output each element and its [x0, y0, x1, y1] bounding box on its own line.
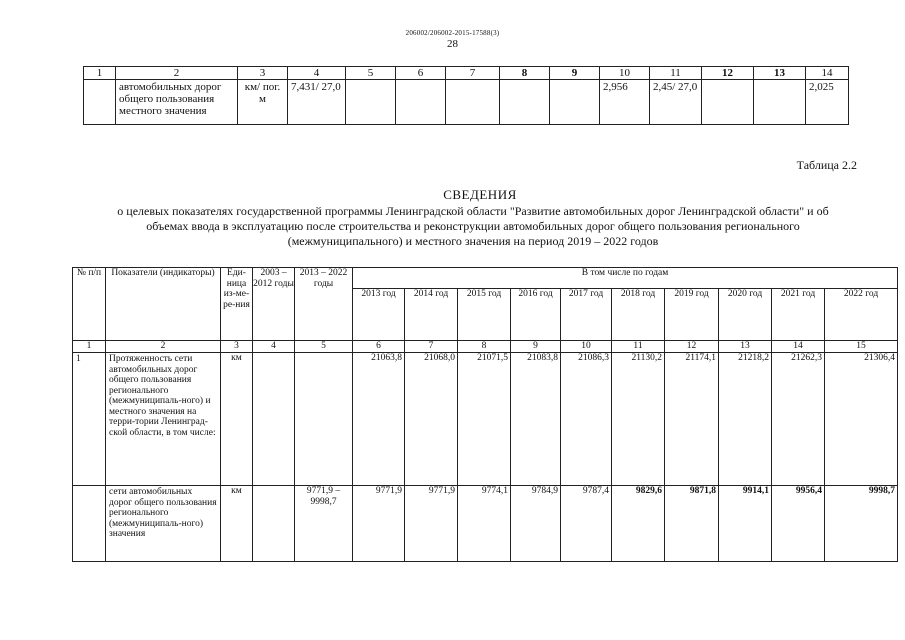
year-value: 9914,1: [719, 486, 772, 562]
col-number: 4: [288, 67, 346, 80]
header-row-1: [73, 268, 898, 289]
col-number: 12: [702, 67, 754, 80]
top-table-header-row: [84, 67, 849, 80]
cell-empty: [346, 80, 396, 125]
cell-empty: [396, 80, 446, 125]
unit-cell: км: [221, 486, 253, 562]
year-header: 2018 год: [612, 289, 665, 341]
cell-empty: [500, 80, 550, 125]
value-2013-2022: 9771,9 – 9998,7: [295, 486, 353, 562]
year-value: 21174,1: [665, 353, 719, 486]
table-row: [73, 486, 898, 562]
year-value: 21071,5: [458, 353, 511, 486]
document-heading: СВЕДЕНИЯ: [443, 187, 517, 202]
col-number: 9: [511, 341, 561, 353]
value-2013-2022: [295, 353, 353, 486]
year-value: 9774,1: [458, 486, 511, 562]
header-2003-2012: 2003 – 2012 годы: [253, 268, 295, 341]
indicator-name: сети автомобильных дорог общего пользования регионального (межмуниципаль-ного) значения: [106, 486, 221, 562]
year-value: 9871,8: [665, 486, 719, 562]
year-value: 9771,9: [353, 486, 405, 562]
year-header: 2021 год: [772, 289, 825, 341]
year-value: 9771,9: [405, 486, 458, 562]
header-no: № п/п: [73, 268, 106, 341]
col-number: 10: [600, 67, 650, 80]
cell-empty: [702, 80, 754, 125]
col-number: 8: [500, 67, 550, 80]
document-id: 206002/206002-2015-17588(3): [405, 29, 500, 37]
value-2003-2012: [253, 353, 295, 486]
top-table-continuation: [83, 66, 849, 125]
year-header: 2016 год: [511, 289, 561, 341]
col-number: 1: [73, 341, 106, 353]
year-value: 21130,2: [612, 353, 665, 486]
col-number: 7: [446, 67, 500, 80]
year-value: 21262,3: [772, 353, 825, 486]
col-number: 7: [405, 341, 458, 353]
row-number: 1: [73, 353, 106, 486]
col-number: 3: [221, 341, 253, 353]
year-value: 9956,4: [772, 486, 825, 562]
year-header: 2022 год: [825, 289, 898, 341]
table-label: Таблица 2.2: [796, 158, 857, 172]
col-number: 14: [772, 341, 825, 353]
year-value: 21083,8: [511, 353, 561, 486]
value-2003-2012: [253, 486, 295, 562]
col-number: 6: [396, 67, 446, 80]
year-value: 21086,3: [561, 353, 612, 486]
cell-empty: [754, 80, 806, 125]
year-header: 2017 год: [561, 289, 612, 341]
cell-empty: [446, 80, 500, 125]
col-number: 9: [550, 67, 600, 80]
header-indicator: Показатели (индикаторы): [106, 268, 221, 341]
value-cell: 2,025: [806, 80, 849, 125]
col-number: 2: [116, 67, 238, 80]
column-number-row: [73, 341, 898, 353]
col-number: 5: [346, 67, 396, 80]
col-number: 1: [84, 67, 116, 80]
col-number: 8: [458, 341, 511, 353]
col-number: 6: [353, 341, 405, 353]
year-value: 9998,7: [825, 486, 898, 562]
value-cell: 7,431/ 27,0: [288, 80, 346, 125]
year-value: 21063,8: [353, 353, 405, 486]
header-2013-2022: 2013 – 2022 годы: [295, 268, 353, 341]
col-number: 13: [754, 67, 806, 80]
unit-cell: км/ пог. м: [238, 80, 288, 125]
unit-cell: км: [221, 353, 253, 486]
year-header: 2015 год: [458, 289, 511, 341]
top-table-data-row: [84, 80, 849, 125]
table-row: [73, 353, 898, 486]
year-header: 2020 год: [719, 289, 772, 341]
col-number: 13: [719, 341, 772, 353]
cell-empty: [550, 80, 600, 125]
year-value: 9829,6: [612, 486, 665, 562]
indicator-name: Протяженность сети автомобильных дорог общего пользования регионального (межмуниципаль-ного) и местного значения на терри-тории Ленинград-ской области, в том числе:: [106, 353, 221, 486]
year-value: 9784,9: [511, 486, 561, 562]
indicator-name: автомобильных дорог общего пользования местного значения: [116, 80, 238, 125]
value-cell: 2,956: [600, 80, 650, 125]
row-number: [73, 486, 106, 562]
col-number: 11: [612, 341, 665, 353]
year-header: 2013 год: [353, 289, 405, 341]
header-years-group: В том числе по годам: [353, 268, 898, 289]
year-header: 2014 год: [405, 289, 458, 341]
col-number: 11: [650, 67, 702, 80]
col-number: 14: [806, 67, 849, 80]
document-subheading: о целевых показателях государственной программы Ленинградской области "Развитие автомобильных дорог Ленинградской области" и об объемах ввода в эксплуатацию после строительства и реконструкции автомобильных дорог общего пользования регионального (межмуниципального) и местного значения на период 2019 – 2022 годов: [117, 204, 829, 248]
value-cell: 2,45/ 27,0: [650, 80, 702, 125]
year-header: 2019 год: [665, 289, 719, 341]
col-number: 12: [665, 341, 719, 353]
year-value: 21306,4: [825, 353, 898, 486]
col-number: 15: [825, 341, 898, 353]
indicators-table: [72, 267, 898, 562]
col-number: 5: [295, 341, 353, 353]
col-number: 4: [253, 341, 295, 353]
year-value: 21068,0: [405, 353, 458, 486]
col-number: 3: [238, 67, 288, 80]
col-number: 2: [106, 341, 221, 353]
cell-empty: [84, 80, 116, 125]
col-number: 10: [561, 341, 612, 353]
year-value: 9787,4: [561, 486, 612, 562]
page-number: 28: [447, 38, 458, 50]
year-value: 21218,2: [719, 353, 772, 486]
header-unit: Еди-ница из-ме-ре-ния: [221, 268, 253, 341]
